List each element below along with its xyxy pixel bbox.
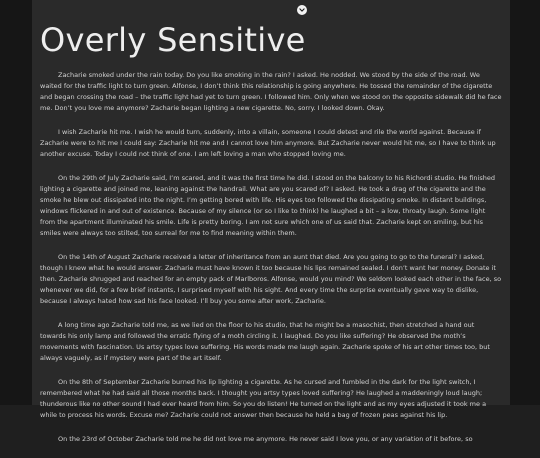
left-margin <box>0 0 32 405</box>
post-page <box>32 0 510 443</box>
right-margin <box>510 0 540 405</box>
post-body <box>40 70 502 458</box>
paragraph: On the 29th of July Zacharie said, I’m scared, and it was the first time he did. I stood on the balcony to his Richordi studio. He finished lighting a cigarette and joined me, leaning against the handrail. What are you scared of? I asked. He took a drag of the cigarette and the smoke he blew out dissipated into the night. I’m getting bored with life. His eyes too followed the dissipating smoke. In distant buildings, windows flickered in and out of existence. Because of my silence (or so I like to think) he laughed a bit – a low, throaty laugh. Some light from the apartment illuminated his smile. Life is pretty boring. I am not sure which one of us said that. Zacharie kept on smiling, but his smiles were always too stilted, too surreal for me to find meaning within them. <box>40 174 495 237</box>
paragraph: On the 8th of September Zacharie burned his lip lighting a cigarette. As he cursed and fumbled in the dark for the light switch, I remembered what he had said all those months back. I thought you artsy types loved suffering? He laughed a maddeningly loud laugh; thunderous like no other sound I had ever heard from him. So you do listen! He turned on the light and as my eyes adjusted it took me a while to process his words. Excuse me? Zacharie could not answer then because he held a bag of frozen peas against his lip. <box>40 378 487 419</box>
post-title: Overly Sensitive <box>40 21 306 59</box>
chevron-down-icon <box>299 7 305 13</box>
paragraph: On the 23rd of October Zacharie told me he did not love me anymore. He never said I love you, or any variation of it before, so <box>58 435 473 443</box>
paragraph: A long time ago Zacharie told me, as we lied on the floor to his studio, that he might be a masochist, then stretched a hand out towards his only lamp and followed the erratic flying of a moth circling it. I laughed. Do you like suffering? He observed the moth’s movements with fascination. Us artsy types love suffering. His words made me laugh again. Zacharie spoke of his art other times too, but always vaguely, as if mystery were part of the art itself. <box>40 321 490 362</box>
paragraph: Zacharie smoked under the rain today. Do you like smoking in the rain? I asked. He nodded. We stood by the side of the road. We waited for the traffic light to turn green. Alfonse, I don’t think this relationship is going anywhere. He tossed the remainder of the cigarette and began crossing the road – the traffic light had yet to turn green. I followed him. Only when we stood on the opposite sidewalk did he face me. Don’t you love me anymore? Zacharie began lighting a new cigarette. No, sorry. I looked down. Okay. <box>40 71 502 112</box>
paragraph: I wish Zacharie hit me. I wish he would turn, suddenly, into a villain, someone I could detest and rile the world against. Because if Zacharie were to hit me I could say: Zacharie hit me and I cannot love him anymore. But Zacharie never would hit me, so I have to think up another excuse. Today I could not think of one. I am left loving a man who stopped loving me. <box>40 128 496 158</box>
header-toggle-button[interactable] <box>297 5 307 15</box>
paragraph: On the 14th of August Zacharie received a letter of inheritance from an aunt that died. Are you going to go to the funeral? I asked, though I knew what he would answer. Zacharie must have known it too because his lips remained sealed. I don’t want her money. Donate it then. Zacharie shrugged and reached for an empty pack of Marlboros. Alfonse, would you mind? We seldom looked each other in the face, so whenever we did, for a few brief instants, I surprised myself with his sight. And every time the surprise eventually gave way to dislike, because I always hated how sad his face looked. I’ll buy you some after work, Zacharie. <box>40 253 502 305</box>
